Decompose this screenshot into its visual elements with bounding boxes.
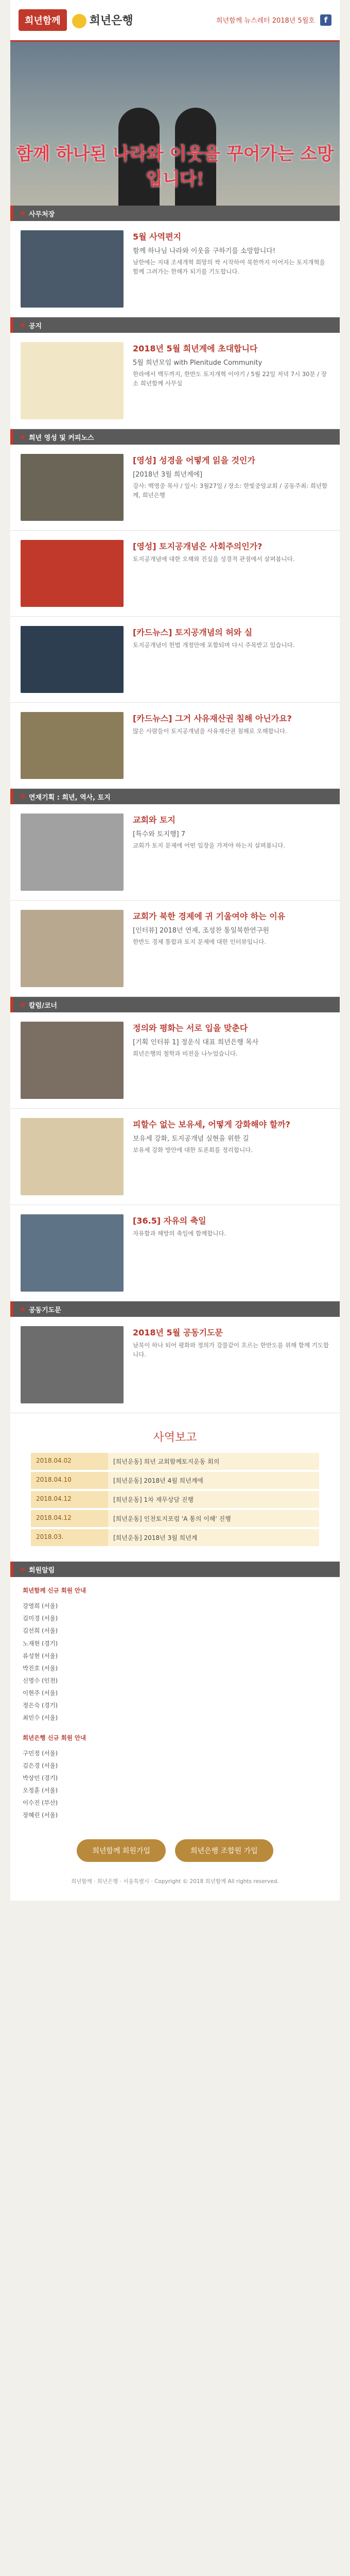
hero-image bbox=[10, 42, 340, 206]
member-line: 이현주 (서울) bbox=[23, 1689, 58, 1697]
item-title: [카드뉴스] 토지공개념의 허와 실 bbox=[133, 628, 253, 637]
item-sub: 함께 하나님 나라와 이웃을 구하기를 소망합니다! bbox=[133, 247, 276, 255]
item-body: 토지공개념에 대한 오해와 진실을 성경적 관점에서 살펴봅니다. bbox=[133, 555, 295, 563]
director-thumb bbox=[21, 230, 124, 308]
item-title: 정의와 평화는 서로 입을 맞춘다 bbox=[133, 1023, 248, 1033]
report-row[interactable]: 2018.04.12 [희년운동] 인천토지포럼 'A 통의 이해' 진행 bbox=[31, 1510, 319, 1527]
member-line: 박진호 (서울) bbox=[23, 1664, 58, 1672]
item-body: 많은 사람들이 토지공개념을 사유재산권 침해로 오해합니다. bbox=[133, 727, 287, 735]
copyright: 희년함께 · 희년은행 · 서울특별시 · Copyright © 2018 희년함께 All rights reserved. bbox=[71, 1878, 279, 1885]
section-books: 공동기도문 bbox=[10, 1301, 340, 1317]
item-body: 한반도 경제 통합과 토지 문제에 대한 인터뷰입니다. bbox=[133, 938, 266, 945]
member-line: 김은경 (서울) bbox=[23, 1761, 58, 1769]
lecture-thumb bbox=[21, 910, 124, 987]
member-line: 오정훈 (서울) bbox=[23, 1787, 58, 1794]
section-dot-icon bbox=[21, 211, 25, 215]
report-title: 사역보고 bbox=[153, 1431, 197, 1444]
section-hees-study: 희년 영성 및 커피노스 bbox=[10, 429, 340, 445]
member-lead: 희년함께 신규 회원 안내 bbox=[23, 1587, 86, 1594]
member-line: 최민수 (서울) bbox=[23, 1714, 58, 1722]
report-row[interactable]: 2018.04.02 [희년운동] 희년 교회함께토지운동 회의 bbox=[31, 1453, 319, 1470]
item-title: [영성] 토지공개념은 사회주의인가? bbox=[133, 541, 262, 551]
logo-icon bbox=[72, 14, 86, 28]
report-row[interactable]: 2018.03. [희년운동] 2018년 3월 희년계 bbox=[31, 1529, 319, 1546]
column-item[interactable] bbox=[10, 1205, 340, 1301]
item-body: 토지공개념이 헌법 개정안에 포함되며 다시 주목받고 있습니다. bbox=[133, 641, 295, 649]
item-body: 강사: 백영중 목사 / 일시: 3월27일 / 장소: 한빛중앙교회 / 공동주최: 희년함께, 희년은행 bbox=[133, 482, 328, 499]
lecture-item[interactable] bbox=[10, 901, 340, 997]
hees-item[interactable] bbox=[10, 445, 340, 531]
item-sub: [특수와 토지행] 7 bbox=[133, 831, 186, 838]
section-dot-icon bbox=[21, 1307, 25, 1311]
column-item[interactable] bbox=[10, 1012, 340, 1109]
footer-buttons bbox=[10, 1829, 340, 1872]
column-thumb bbox=[21, 1214, 124, 1292]
join-bank-button[interactable]: 희년은행 조합원 가입 bbox=[175, 1839, 273, 1862]
member-line: 김선희 (서울) bbox=[23, 1627, 58, 1635]
item-body: 교회가 토지 문제에 어떤 입장을 가져야 하는지 살펴봅니다. bbox=[133, 842, 285, 849]
activity-report bbox=[10, 1429, 340, 1546]
hees-thumb bbox=[21, 626, 124, 693]
member-line: 박상민 (경기) bbox=[23, 1774, 58, 1782]
member-list bbox=[10, 1577, 340, 1829]
notice-item[interactable] bbox=[10, 333, 340, 429]
item-title: 교회와 토지 bbox=[133, 815, 176, 825]
member-line: 류성현 (서울) bbox=[23, 1652, 58, 1659]
header bbox=[10, 0, 340, 42]
section-lecture: 연재기획 : 희년, 역사, 토지 bbox=[10, 789, 340, 804]
section-director: 사무처장 bbox=[10, 206, 340, 221]
hero-headline: 함께 하나된 나라와 이웃을 꾸어가는 소망입니다! bbox=[16, 144, 334, 190]
item-body: 남한에는 지대 조세개혁 희망의 싹 시작하여 북한까지 이어지는 토지개혁을 함께 그려가는 한해가 되기를 기도합니다. bbox=[133, 259, 325, 275]
newsletter-title: 희년함께 뉴스레터 2018년 5월호 bbox=[216, 17, 315, 25]
member-line: 강영희 (서울) bbox=[23, 1602, 58, 1610]
item-body: 자유함과 해방의 축일에 함께합니다. bbox=[133, 1230, 226, 1237]
item-title: 2018년 5월 공동기도문 bbox=[133, 1328, 223, 1337]
join-member-button[interactable]: 희년함께 회원가입 bbox=[77, 1839, 166, 1862]
member-line: 노재현 (경기) bbox=[23, 1639, 58, 1647]
item-body: 보유세 강화 방안에 대한 토론회를 정리합니다. bbox=[133, 1146, 253, 1154]
section-column: 칼럼/코너 bbox=[10, 997, 340, 1012]
item-title: 2018년 5월 희년계에 초대합니다 bbox=[133, 344, 258, 353]
section-dot-icon bbox=[21, 1567, 25, 1571]
section-dot-icon bbox=[21, 435, 25, 439]
member-line: 정은숙 (경기) bbox=[23, 1702, 58, 1709]
item-body: 희년은행의 철학과 비전을 나누었습니다. bbox=[133, 1050, 238, 1057]
item-sub: [인터뷰] 2018년 연재, 조성찬 통일북한연구원 bbox=[133, 927, 269, 935]
section-dot-icon bbox=[21, 794, 25, 799]
member-line: 이수진 (부산) bbox=[23, 1799, 58, 1807]
item-title: 5월 사역편지 bbox=[133, 232, 181, 242]
item-sub: [2018년 3월 희년계에] bbox=[133, 471, 203, 479]
column-thumb bbox=[21, 1022, 124, 1099]
member-lead: 희년은행 신규 회원 안내 bbox=[23, 1734, 86, 1741]
lecture-item[interactable] bbox=[10, 804, 340, 901]
item-title: 교회가 북한 경제에 귀 기울여야 하는 이유 bbox=[133, 911, 286, 921]
director-item[interactable] bbox=[10, 221, 340, 317]
facebook-icon[interactable]: f bbox=[320, 14, 331, 26]
section-dot-icon bbox=[21, 323, 25, 327]
prayer-thumb bbox=[21, 1326, 124, 1403]
newsletter-page bbox=[10, 0, 340, 1901]
hees-item[interactable] bbox=[10, 703, 340, 789]
item-title: [카드뉴스] 그거 사유재산권 침해 아닌가요? bbox=[133, 714, 292, 723]
report-row[interactable]: 2018.04.12 [희년운동] 1차 재무상담 진행 bbox=[31, 1491, 319, 1508]
member-line: 구민정 (서울) bbox=[23, 1749, 58, 1757]
brand-badge[interactable]: 희년함께 bbox=[19, 9, 67, 31]
column-thumb bbox=[21, 1118, 124, 1195]
hees-thumb bbox=[21, 454, 124, 521]
item-body: 한라에서 백두까지, 한반도 토지개혁 이야기 / 5월 22일 저녁 7시 30분 / 장소 희년함께 사무실 bbox=[133, 370, 327, 387]
member-line: 김미경 (서울) bbox=[23, 1615, 58, 1622]
section-members: 회원알림 bbox=[10, 1562, 340, 1577]
notice-thumb bbox=[21, 342, 124, 419]
hees-thumb bbox=[21, 712, 124, 779]
column-item[interactable] bbox=[10, 1109, 340, 1205]
item-sub: 보유세 강화, 토지공개념 실현을 위한 길 bbox=[133, 1135, 249, 1143]
item-title: 피할수 없는 보유세, 어떻게 강화해야 할까? bbox=[133, 1120, 290, 1129]
hees-item[interactable] bbox=[10, 531, 340, 617]
item-sub: 5월 희년모임 with Plenitude Community bbox=[133, 359, 262, 367]
brand-name[interactable]: 희년은행 bbox=[72, 12, 133, 28]
hees-thumb bbox=[21, 540, 124, 607]
item-title: [36.5] 자유의 축일 bbox=[133, 1216, 206, 1226]
member-line: 신명수 (인천) bbox=[23, 1676, 58, 1684]
lecture-thumb bbox=[21, 814, 124, 891]
section-dot-icon bbox=[21, 1003, 25, 1007]
section-notice: 공지 bbox=[10, 317, 340, 333]
item-body: 남북이 하나 되어 평화와 정의가 강물같이 흐르는 한반도를 위해 함께 기도합니다. bbox=[133, 1342, 329, 1358]
item-sub: [기획 인터뷰 1] 정운식 대표 희년은행 목사 bbox=[133, 1039, 259, 1046]
member-line: 장혜린 (서울) bbox=[23, 1811, 58, 1819]
item-title: [영성] 성경을 어떻게 읽을 것인가 bbox=[133, 455, 255, 465]
report-row[interactable]: 2018.04.10 [희년운동] 2018년 4월 희년계에 bbox=[31, 1472, 319, 1489]
prayer-item[interactable] bbox=[10, 1317, 340, 1413]
hees-item[interactable] bbox=[10, 617, 340, 703]
